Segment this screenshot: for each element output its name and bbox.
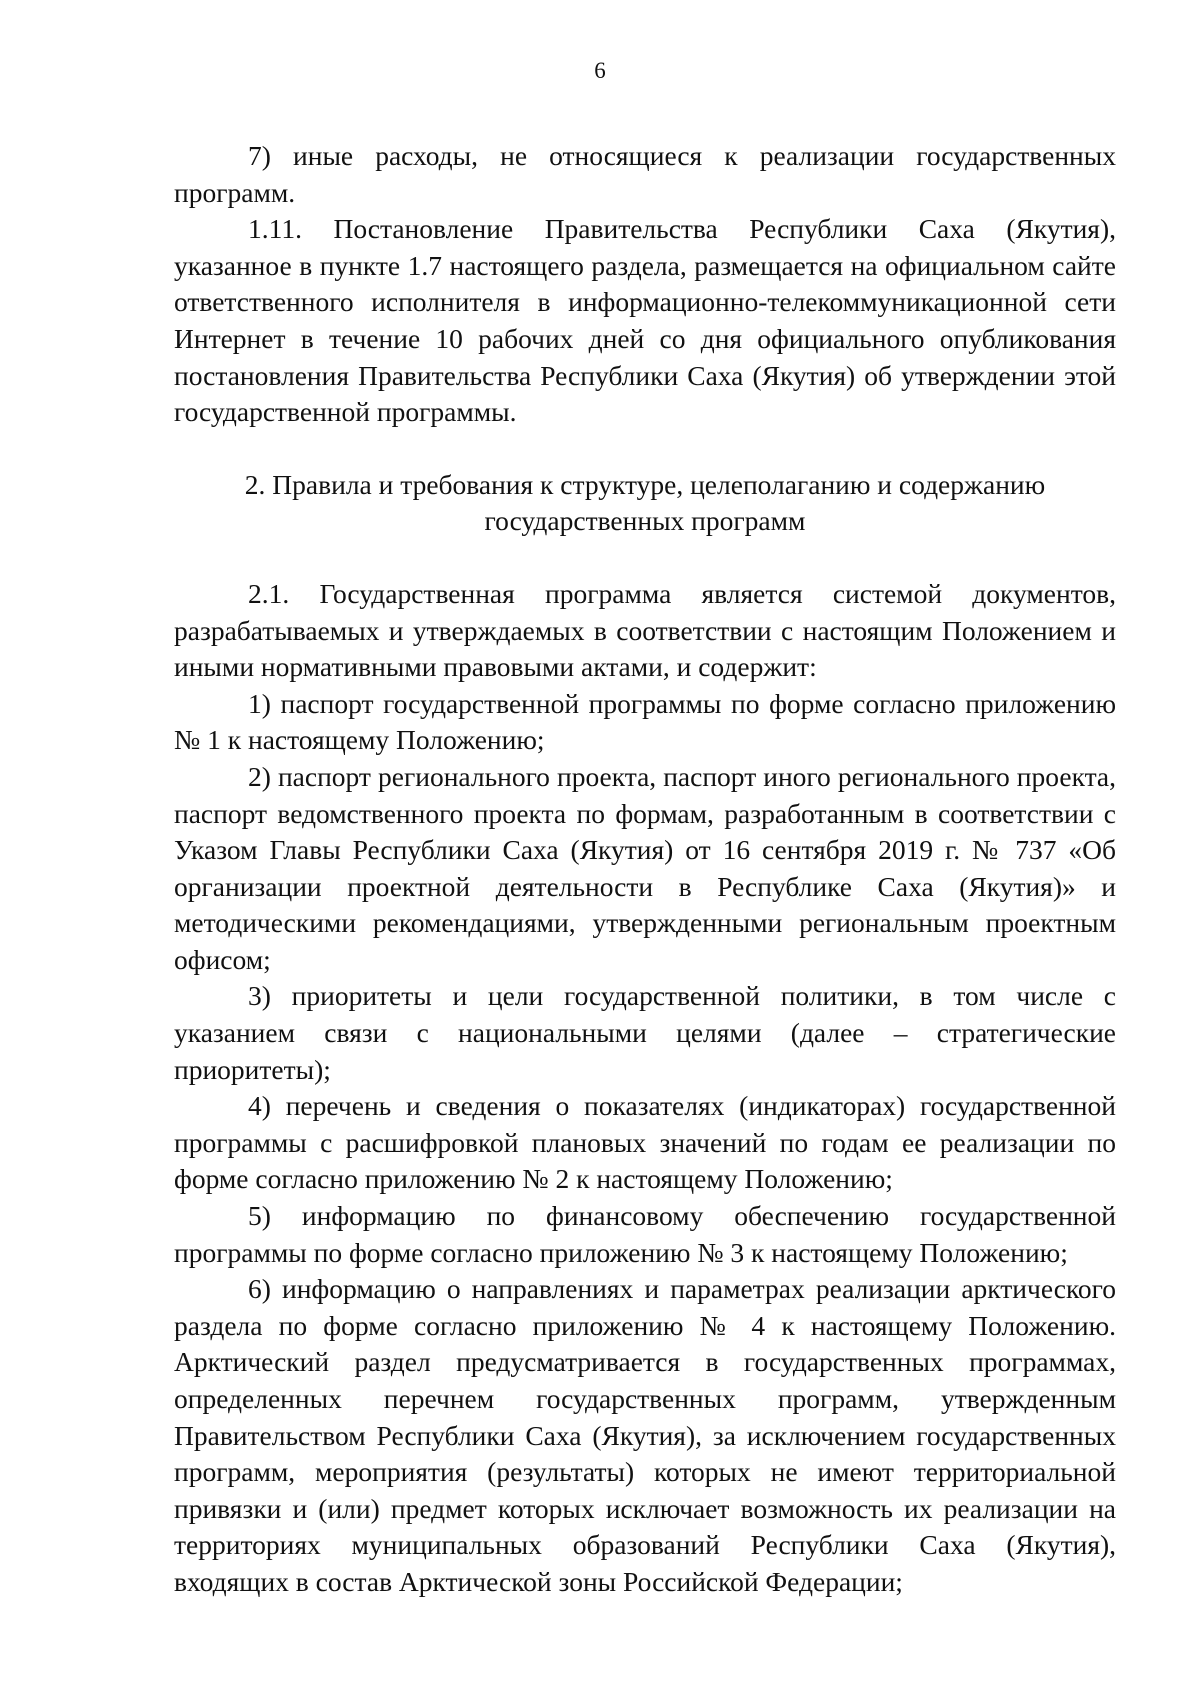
paragraph-2-1: 2.1. Государственная программа является системой документов, разрабатываемых и утверждаемых в соответствии с настоящим Положением и иными нормативными правовыми актами, и содержит: — [174, 577, 1116, 683]
section-2-heading-line-1: 2. Правила и требования к структуре, целеполаганию и содержанию — [244, 468, 1046, 500]
paragraph-1-11: 1.11. Постановление Правительства Республики Саха (Якутия), указанное в пункте 1.7 настоящего раздела, размещается на официальном сайте ответственного исполнителя в информационно-телекоммуникационной сети Интернет в течение 10 рабочих дней со дня официального опубликования постановления Правительства Республики Саха (Якутия) об утверждении этой государственной программы. — [174, 213, 1116, 428]
list-item-2: 2) паспорт регионального проекта, паспорт иного регионального проекта, паспорт ведомственного проекта по формам, разработанным в соответствии с Указом Главы Республики Саха (Якутия) от 16 сентября 2019 г. № 737 «Об организации проектной деятельности в Республике Саха (Якутия)» и методическими рекомендациями, утвержденными региональным проектным офисом; — [174, 760, 1116, 975]
list-item-3: 3) приоритеты и цели государственной политики, в том числе с указанием связи с национальными целями (далее – стратегические приоритеты); — [174, 980, 1116, 1085]
document-body — [174, 138, 1116, 1601]
paragraph-item-7: 7) иные расходы, не относящиеся к реализации государственных программ. — [174, 140, 1116, 208]
section-2-heading — [174, 467, 1116, 540]
list-item-4: 4) перечень и сведения о показателях (индикаторах) государственной программы с расшифровкой плановых значений по годам ее реализации по форме согласно приложению № 2 к настоящему Положению; — [174, 1090, 1116, 1195]
section-2-heading-line-2: государственных программ — [484, 505, 806, 537]
list-item-5: 5) информацию по финансовому обеспечению государственной программы по форме согласно приложению № 3 к настоящему Положению; — [174, 1200, 1116, 1268]
list-item-1: 1) паспорт государственной программы по форме согласно приложению № 1 к настоящему Положению; — [174, 687, 1116, 756]
page-number: 6 — [594, 58, 606, 83]
list-item-6: 6) информацию о направлениях и параметрах реализации арктического раздела по форме согласно приложению № 4 к настоящему Положению. Арктический раздел предусматривается в государственных программах, определенных перечнем государственных программ, утвержденным Правительством Республики Саха (Якутия), за исключением государственных программ, мероприятия (результаты) которых не имеют территориальной привязки и (или) предмет которых исключает возможность их реализации на территориях муниципальных образований Республики Саха (Якутия), входящих в состав Арктической зоны Российской Федерации; — [174, 1273, 1116, 1597]
